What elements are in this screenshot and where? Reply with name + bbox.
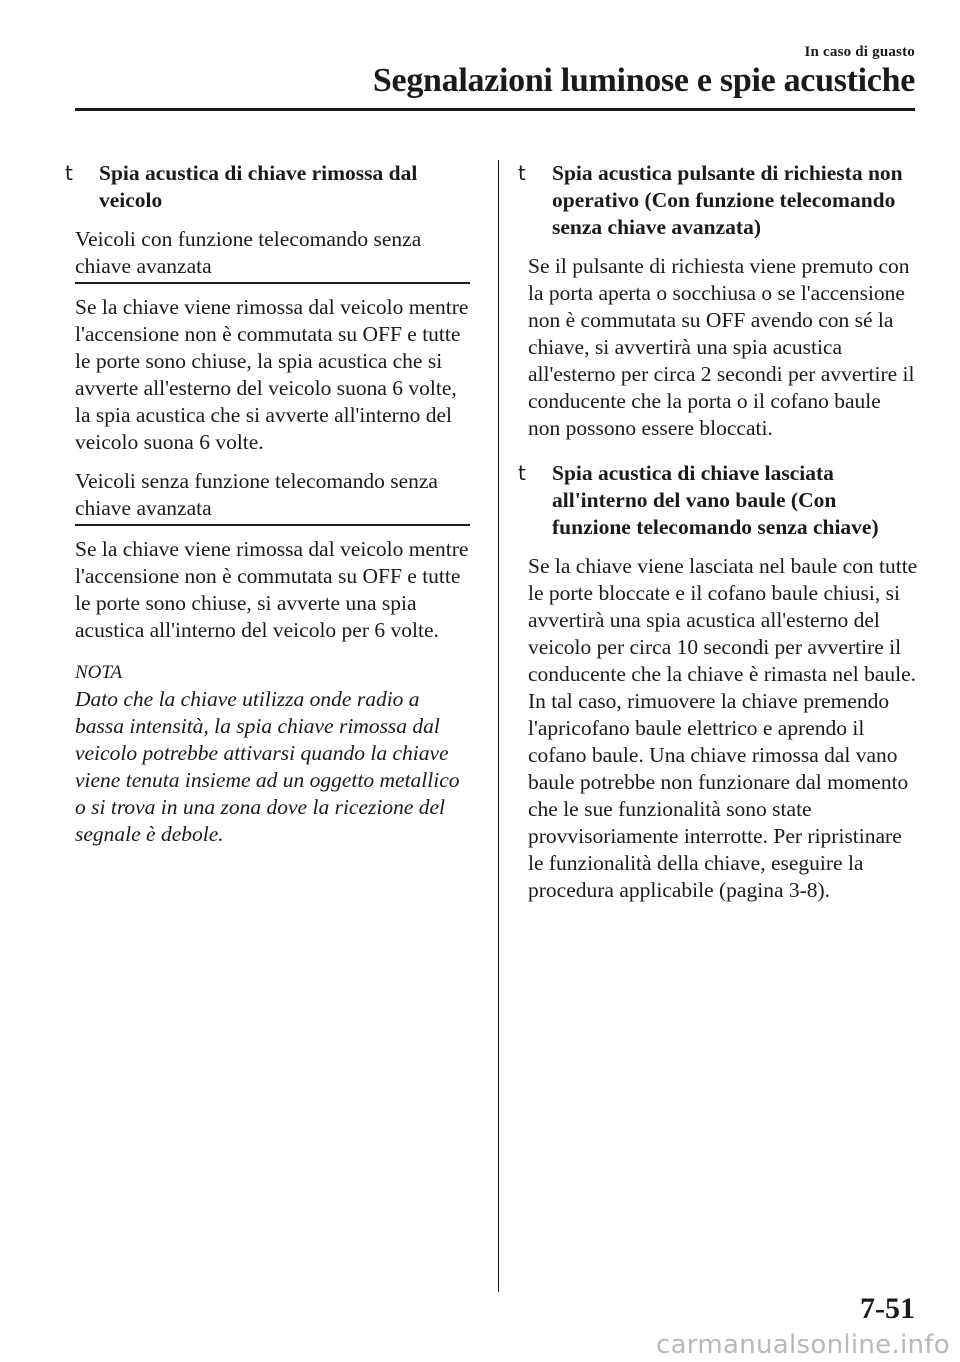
header-rule (75, 108, 915, 111)
paragraph: Se la chiave viene rimossa dal veicolo mentre l'accensione non è commutata su OFF e tutte le porte sono chiuse, la spia acustica che si avverte all'esterno del veicolo suona 6 volte, la spia acustica che si avverte all'interno del veicolo suona 6 volte. (75, 295, 469, 454)
paragraph: Se la chiave viene rimossa dal veicolo mentre l'accensione non è commutata su OFF e tutte le porte sono chiuse, si avverte una spia acustica all'interno del veicolo per 6 volte. (75, 537, 469, 642)
right-column (518, 160, 918, 916)
section-heading-text: Spia acustica di chiave rimossa dal veicolo (99, 161, 418, 212)
section-label: In caso di guasto (804, 44, 915, 60)
section-heading-key-removed (65, 160, 470, 214)
paragraph: Se la chiave viene lasciata nel baule con tutte le porte bloccate e il cofano baule chiusi, si avvertirà una spia acustica all'esterno del veicolo per circa 10 secondi per avvertire il conducente che la chiave è rimasta nel baule. In tal caso, rimuovere la chiave premendo l'apricofano baule elettrico e aprendo il cofano baule. Una chiave rimossa dal vano baule potrebbe non funzionare dal momento che le sue funzionalità sono state provvisoriamente interrotte. Per ripristinare le funzionalità della chiave, eseguire la procedura applicabile (pagina 3-8). (528, 554, 918, 902)
column-divider (498, 160, 499, 1292)
subheading-without-advanced-keyless: Veicoli senza funzione telecomando senza chiave avanzata (75, 468, 470, 526)
section-heading-text: Spia acustica di chiave lasciata all'interno del vano baule (Con funzione telecomando senza chiave) (552, 461, 879, 539)
section-bullet-icon: t (65, 161, 73, 185)
section-heading-key-in-trunk (518, 460, 918, 541)
watermark: carmanualsonline.info (655, 1330, 950, 1360)
section-bullet-icon: t (518, 461, 526, 485)
subheading-advanced-keyless: Veicoli con funzione telecomando senza chiave avanzata (75, 226, 470, 284)
section-heading-text: Spia acustica pulsante di richiesta non operativo (Con funzione telecomando senza chiave avanzata) (552, 161, 903, 239)
section-heading-request-button (518, 160, 918, 241)
left-column (65, 160, 470, 848)
section-bullet-icon: t (518, 161, 526, 185)
paragraph: Se il pulsante di richiesta viene premuto con la porta aperta o socchiusa o se l'accensione non è commutata su OFF avendo con sé la chiave, si avvertirà una spia acustica all'esterno per circa 2 secondi per avvertire il conducente che la porta o il cofano baule non possono essere bloccati. (528, 254, 915, 440)
note-label: NOTA (75, 662, 123, 683)
page-title: Segnalazioni luminose e spie acustiche (372, 62, 915, 99)
note-text: Dato che la chiave utilizza onde radio a bassa intensità, la spia chiave rimossa dal veicolo potrebbe attivarsi quando la chiave viene tenuta insieme ad un oggetto metallico o si trova in una zona dove la ricezione del segnale è debole. (75, 687, 460, 846)
page-number: 7-51 (860, 1292, 915, 1325)
